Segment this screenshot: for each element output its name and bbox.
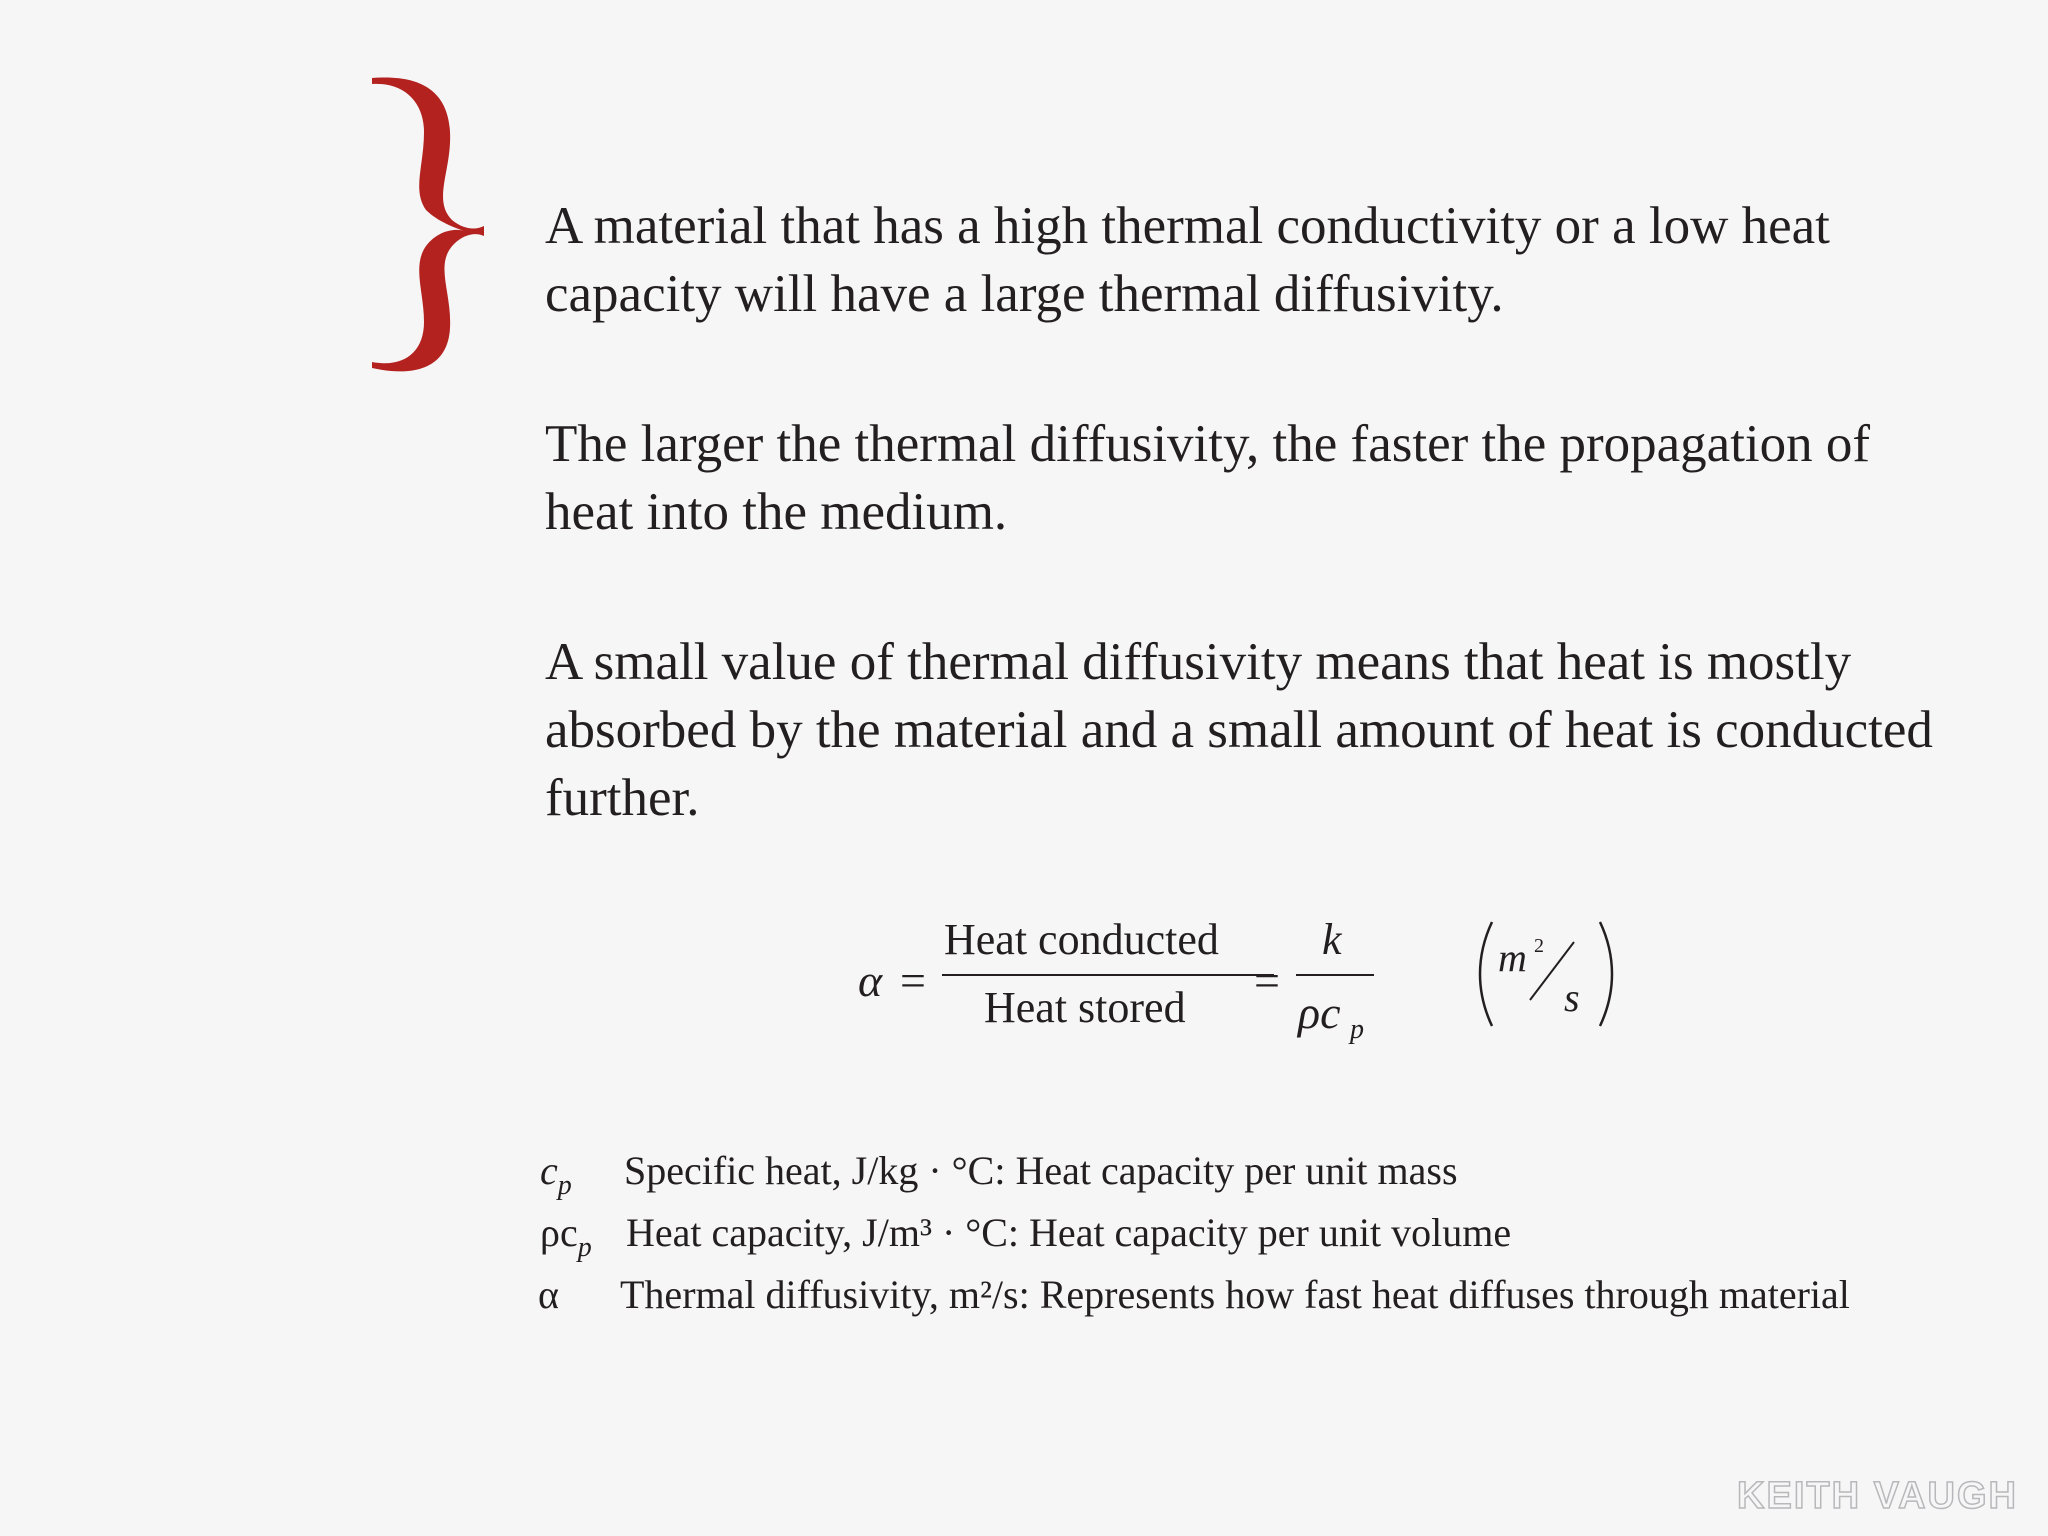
equation-equals-2: = bbox=[1254, 955, 1280, 1006]
definitions-list bbox=[540, 1140, 2000, 1326]
definition-text: Thermal diffusivity, m²/s: Represents how fast heat diffuses through material bbox=[620, 1272, 1850, 1317]
fraction-bar-text bbox=[942, 974, 1274, 976]
equation-denominator-symbol: ρc bbox=[1298, 987, 1341, 1038]
paragraph-propagation: The larger the thermal diffusivity, the faster the propagation of heat into the medium. bbox=[545, 415, 1871, 541]
definition-text: Specific heat, J/kg · °C: Heat capacity per unit mass bbox=[624, 1148, 1458, 1193]
equation-denominator-text: Heat stored bbox=[984, 983, 1186, 1032]
definition-symbol: $c_p$ bbox=[540, 1148, 572, 1201]
definition-row bbox=[540, 1140, 2000, 1202]
definition-row bbox=[540, 1202, 2000, 1264]
diffusivity-equation bbox=[850, 910, 1640, 1050]
equation-denominator-sub: p bbox=[1350, 1014, 1364, 1045]
watermark-logo: KEITH VAUGH bbox=[1737, 1475, 2018, 1517]
equation-numerator-text: Heat conducted bbox=[944, 915, 1219, 964]
definition-symbol: α bbox=[538, 1272, 559, 1317]
paragraph-conductivity: A material that has a high thermal conductivity or a low heat capacity will have a large thermal diffusivity. bbox=[545, 197, 1830, 323]
unit-exponent: 2 bbox=[1534, 935, 1544, 957]
curly-brace-icon bbox=[360, 70, 490, 380]
definition-row bbox=[540, 1264, 2000, 1326]
unit-numerator: m bbox=[1498, 935, 1527, 980]
definition-symbol: $\rho c_p$ bbox=[540, 1210, 592, 1263]
equation-numerator-symbol: k bbox=[1322, 915, 1342, 964]
paragraph-small-diffusivity: A small value of thermal diffusivity means that heat is mostly absorbed by the material and a small amount of heat is conducted further. bbox=[545, 633, 1933, 827]
equation-equals-1: = bbox=[900, 955, 926, 1006]
equation-alpha: α bbox=[858, 955, 883, 1006]
unit-denominator: s bbox=[1564, 975, 1580, 1020]
fraction-bar-symbol bbox=[1296, 974, 1374, 976]
definition-text: Heat capacity, J/m³ · °C: Heat capacity per unit volume bbox=[626, 1210, 1512, 1255]
